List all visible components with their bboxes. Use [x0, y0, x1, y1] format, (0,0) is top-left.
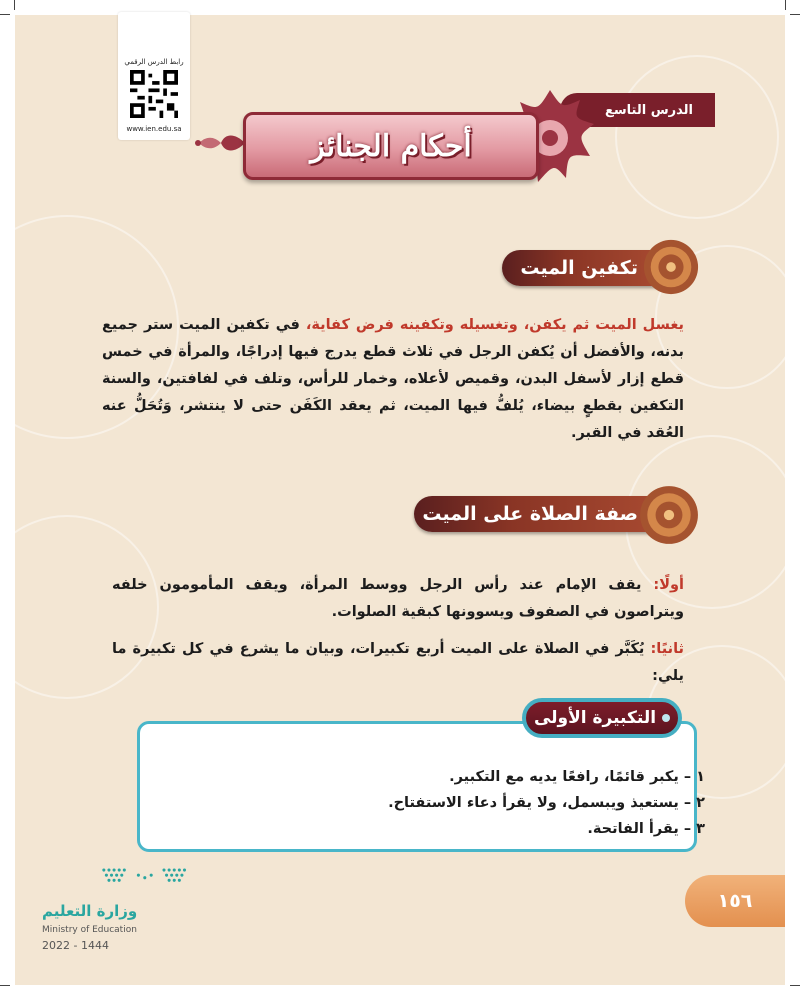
takbir-tab	[522, 698, 682, 738]
crop-mark	[790, 985, 800, 986]
point-label: أولًا:	[653, 577, 684, 593]
rosette-icon	[642, 238, 700, 296]
title-flourish-icon	[195, 130, 247, 156]
rosette-icon	[638, 484, 700, 546]
ministry-name-arabic: وزارة التعليم	[42, 902, 138, 920]
qr-url: www.ien.edu.sa	[126, 125, 182, 133]
crop-mark	[0, 985, 10, 986]
crop-mark	[0, 14, 10, 15]
point-first	[112, 572, 684, 626]
page-title: أحكام الجنائز	[310, 128, 472, 164]
bullet-dot-icon	[662, 714, 670, 722]
page-number-badge	[685, 875, 785, 927]
list-item: ١ – يكبر قائمًا، رافعًا يديه مع التكبير.	[449, 769, 705, 785]
point-second	[112, 636, 684, 690]
paragraph-text: في تكفين الميت ستر جميع بدنه، والأفضل أن يُكفن الرجل في ثلاث قطع يدرج فيها إدراجًا، والمرأة في خمس قطع إزار لأسفل البدن، وقميص لأعلاه، وخمار للرأس، وتلف في لفافتين، والسنة التكفين بقطعٍ بيضاء، يُلفُّ فيها الميت، ثم يعقد الكَفَن حتى لا ينتشر، وَتُحَلُّ عنه العُقد في القبر.	[102, 317, 684, 441]
crop-mark	[785, 0, 786, 10]
qr-caption: رابط الدرس الرقمي	[124, 58, 184, 66]
lesson-title-frame	[243, 112, 539, 180]
background-ornament	[615, 55, 779, 219]
list-item: ٣ – يقرأ الفاتحة.	[587, 821, 705, 837]
section-paragraph	[102, 312, 684, 447]
crop-mark	[790, 14, 800, 15]
section-heading: صفة الصلاة على الميت	[422, 503, 638, 525]
highlighted-ruling: يغسل الميت ثم يكفن، وتغسيله وتكفينه فرض كفاية،	[305, 317, 684, 333]
point-label: ثانيًا:	[650, 641, 684, 657]
qr-code-icon	[130, 70, 178, 118]
page-number: ١٥٦	[717, 890, 753, 912]
section-heading-banner	[502, 250, 662, 286]
point-text: يُكَبَّر في الصلاة على الميت أربع تكبيرات، وبيان ما يشرع في كل تكبيرة ما يلي:	[112, 641, 684, 684]
section-heading-banner	[414, 496, 662, 532]
ministry-logo-icon	[100, 866, 196, 892]
lesson-number-label: الدرس التاسع	[605, 102, 693, 118]
takbir-tab-label: التكبيرة الأولى	[533, 708, 657, 728]
edition-year: 2022 - 1444	[42, 939, 109, 952]
list-item: ٢ – يستعيذ ويبسمل، ولا يقرأ دعاء الاستفتاح.	[388, 795, 705, 811]
ministry-name-english: Ministry of Education	[42, 925, 137, 935]
crop-mark	[14, 0, 15, 10]
section-heading: تكفين الميت	[520, 257, 638, 279]
digital-lesson-qr-card[interactable]	[118, 12, 190, 140]
point-text: يقف الإمام عند رأس الرجل ووسط المرأة، ويقف المأمومون خلفه ويتراصون في الصفوف ويسوونها كبقية الصلوات.	[112, 577, 684, 620]
takbir-steps-list	[388, 764, 705, 842]
